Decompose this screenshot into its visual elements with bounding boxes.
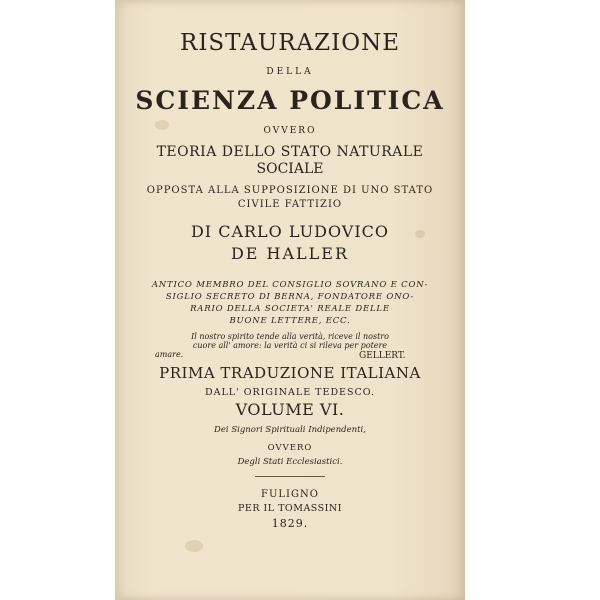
opposta-line-1: OPPOSTA ALLA SUPPOSIZIONE DI UNO STATO [146,185,434,196]
author-description-line: RARIO DELLA SOCIETA' REALE DELLE [190,304,390,314]
author-description-line: ANTICO MEMBRO DEL CONSIGLIO SOVRANO E CON- [151,280,429,290]
epigraph-author: GELLERT. [359,351,406,361]
epigraph-line: Il nostro spirito tende alla verità, riceve il nostro [191,332,389,341]
title-line-2: SCIENZA POLITICA [135,86,445,115]
author-line-2: DE HALLER [230,244,350,263]
subtitle-line-1: TEORIA DELLO STATO NATURALE [156,144,424,160]
epigraph-line: cuore all' amore: la verità ci si rileva per potere [192,341,388,350]
author-line-1: DI CARLO LUDOVICO [190,222,390,241]
ovvero-text-2: OVVERO [267,443,313,453]
title-page [115,0,465,600]
title-line-1: RISTAURAZIONE [180,30,400,56]
foxing-spot [185,540,203,552]
subtitle-line-2: SOCIALE [256,161,324,177]
imprint-year: 1829. [271,517,309,530]
translation-line: PRIMA TRADUZIONE ITALIANA [159,364,421,382]
volume-number: VOLUME VI. [235,400,345,419]
imprint-printer: PER IL TOMASSINI [238,503,342,514]
divider-rule [255,476,325,477]
ovvero-text: OVVERO [263,126,317,136]
author-description-line: SIGLIO SECRETO DI BERNA, FONDATORE ONO- [165,292,415,302]
volume-subject-2: Degli Stati Ecclesiastici. [237,457,343,467]
volume-subject: Dei Signori Spirituali Indipendenti, [214,425,366,435]
author-description-line: BUONE LETTERE, ECC. [229,316,351,326]
opposta-line-2: CIVILE FATTIZIO [237,199,343,210]
original-language-line: DALL' ORIGINALE TEDESCO. [204,387,376,398]
epigraph-line: amare. [155,350,184,359]
della-text: DELLA [266,67,314,77]
imprint-city: FULIGNO [261,489,319,500]
